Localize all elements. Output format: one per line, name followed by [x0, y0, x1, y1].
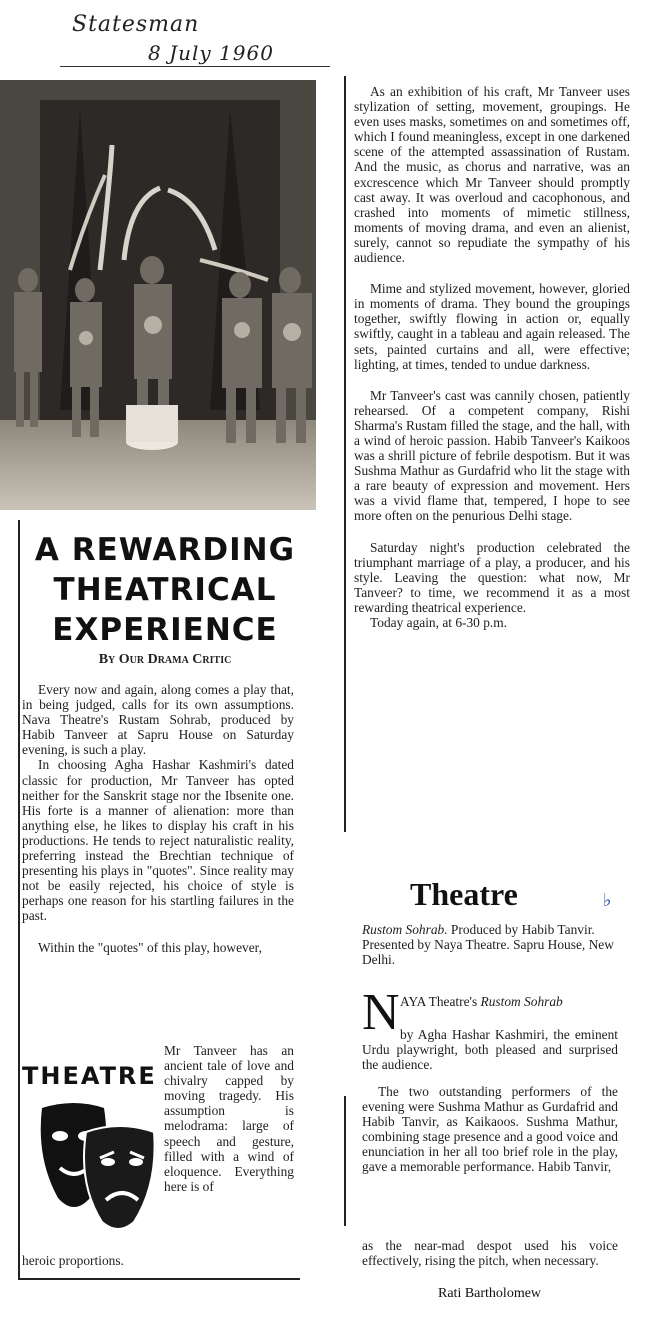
article-paragraph: Saturday night's production celebrated the triumphant marriage of a play, a producer, and his style. Leaving the question: what now, Mr Tanveer? to time, we recommend it as a most rewarding theatrical experience. — [354, 539, 630, 615]
article-paragraph-lead: Within the "quotes" of this play, however, — [38, 939, 262, 955]
para1-head: AYA Theatre's — [400, 994, 478, 1009]
left-column-text — [22, 682, 294, 955]
bottom-box-rule — [18, 1278, 300, 1280]
theatre-logo-text: THEATRE — [22, 1062, 157, 1090]
article-paragraph: Mime and stylized movement, however, gloried in moments of drama. They bound the groupings together, swiftly flowing in action or, equally swiftly, caught in a tableau and again released. The sets, painted curtains and all, were effective; lighting, at times, tended to undue darkness. — [354, 281, 630, 372]
headline — [22, 530, 308, 650]
article-paragraph: Every now and again, along comes a play that, in being judged, calls for its own assumptions. Nava Theatre's Rustam Sohrab, produced by Habib Tanveer at Sapru House on Saturday evening, is such a play. — [22, 682, 294, 758]
date-underline — [60, 66, 330, 67]
right-column-rule — [344, 76, 346, 832]
margin-mark — [344, 1096, 346, 1226]
handwritten-date: 8 July 1960 — [148, 41, 274, 65]
article-paragraph: As an exhibition of his craft, Mr Tanveer uses stylization of setting, movement, groupings. He even uses masks, sometimes on and sometimes off, which I found meaningless, except in one darkened scene of the attempted assassination of Rustam. And the music, as chorus and narrative, was an excrescence which Mr Tanveer should promptly cast away. It was overloud and cacophonous, and crashed into moments of mimetic stillness, moments of moving drama, and even an alienist, surely, cannot so repudiate the sympathy of his audience. — [354, 84, 630, 266]
byline: By Our Drama Critic — [98, 652, 232, 667]
review2-para3: as the near-mad despot used his voice effectively, rising the pitch, when necessary. — [362, 1238, 618, 1269]
article-paragraph: Mr Tanveer's cast was cannily chosen, patiently rehearsed. Of a competent company, Rishi Sharma's Rustam filled the stage, and the hall, with a wind of heroic passion. Habib Tanveer's Kaikoos was a shrill picture of febrile despotism. But it was Sushma Mathur as Gurdafrid who lit the stage with a rare beauty of expression and movement. Hers was a vivid flame that, tempered, I hope to see more often on the penurious Delhi stage. — [354, 387, 630, 524]
headline-line-3: EXPERIENCE — [52, 612, 278, 648]
headline-line-1: A REWARDING — [34, 532, 296, 568]
article-paragraph: Today again, at 6-30 p.m. — [370, 615, 508, 630]
review2-para2: The two outstanding performers of the evening were Sushma Mathur as Gurdafrid and Habib Tanvir, as Kaikaoos. Sushma Mathur, combining stage presence and a good voice and enunciation in her all too brief role in the play, gave a memorable performance. Habib Tanvir, — [362, 1084, 618, 1175]
para1-title: Rustom Sohrab — [480, 994, 563, 1009]
credits — [362, 922, 618, 967]
closing-line: heroic proportions. — [22, 1253, 124, 1268]
credits-title: Rustom Sohrab. — [362, 922, 448, 937]
beside-logo-text: Mr Tanveer has an ancient tale of love and chivalry capped by moving tragedy. His assumption is melodrama: large of speech and gesture, filled with a wind of eloquence. Everything here is of — [164, 1043, 294, 1194]
article-paragraph: In choosing Agha Hashar Kashmiri's dated classic for production, Mr Tanveer has opted neither for the Sanskrit stage nor the Ibsenite one. His forte is a manner of alienation: more than anything else, he likes to display his craft in his productions. He tends to reject naturalistic reality, preferring instead the Brechtian technique of presenting his plays in "quotes". Since reality may not be easily rejected, his choice of style is perhaps one reason for his startling failures in the past. — [22, 757, 294, 924]
stage-production-photo — [0, 80, 316, 510]
handwritten-newspaper-name: Statesman — [72, 12, 200, 37]
review2-para1-rest: by Agha Hashar Kashmiri, the eminent Urdu playwright, both pleased and surprised the audience. — [362, 1027, 618, 1073]
review2-para1-head — [400, 994, 618, 1009]
dropcap: N — [362, 984, 400, 1041]
headline-line-2: THEATRICAL — [53, 572, 277, 608]
review2-author: Rati Bartholomew — [438, 1286, 542, 1301]
pen-mark-icon: ♭ — [603, 890, 612, 911]
comedy-tragedy-masks-icon — [34, 1098, 160, 1236]
theatre-heading: Theatre — [410, 876, 518, 912]
right-column-text — [354, 84, 630, 630]
left-box-rule — [18, 520, 20, 1280]
stage-photo-illustration — [0, 80, 316, 510]
credits-rest: Produced by Habib Tanvir. Presented by Naya Theatre. Sapru House, New Delhi. — [362, 922, 614, 968]
